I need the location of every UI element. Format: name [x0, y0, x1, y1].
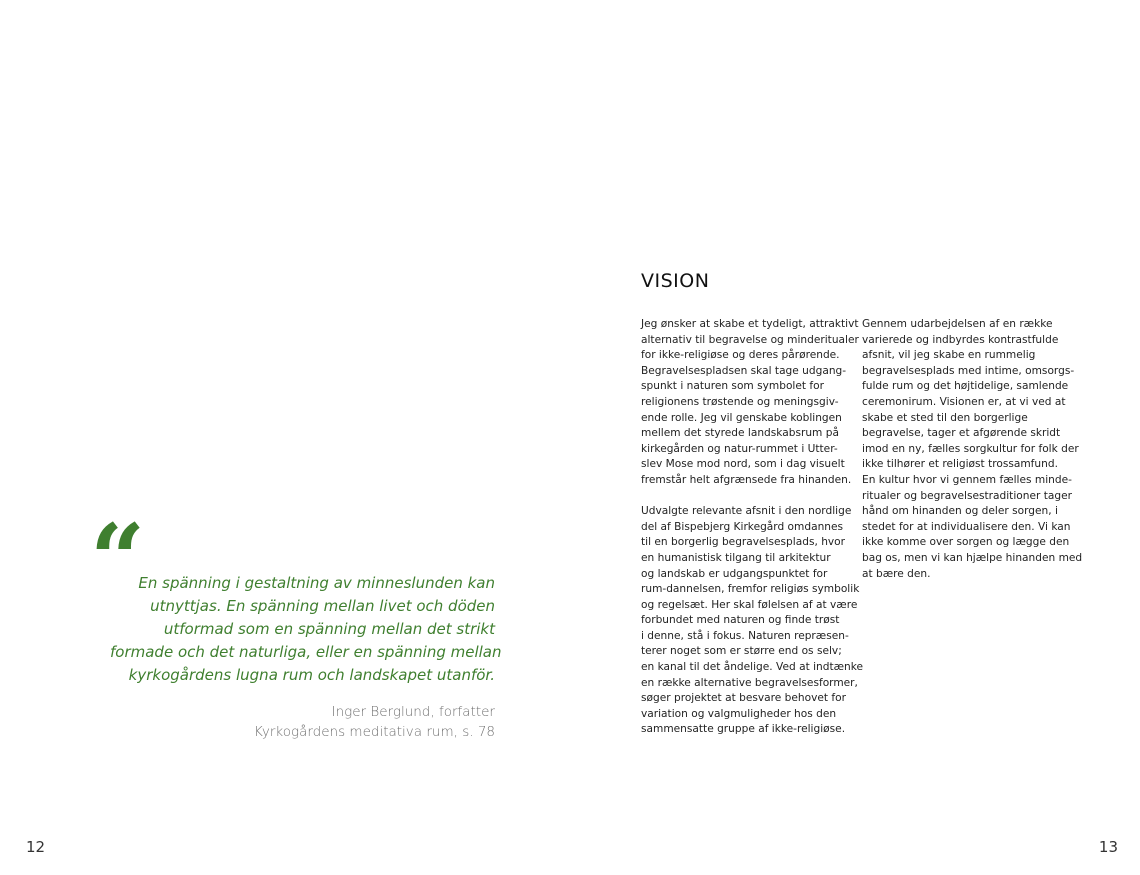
text-line: skabe et sted til den borgerlige [862, 411, 1028, 424]
text-line: Gennem udarbejdelsen af en række [862, 318, 1053, 330]
text-line: ende rolle. Jeg vil genskabe koblingen [641, 411, 842, 424]
quote-author: Inger Berglund, forfatter [331, 704, 495, 720]
text-line: en kanal til det åndelige. Ved at indtænke [641, 661, 864, 674]
text-column-2 [862, 317, 1083, 582]
text-line: spunkt i naturen som symbolet for [641, 380, 824, 393]
text-line: Udvalgte relevante afsnit i den nordlige [641, 505, 852, 518]
text-line: stedet for at individualisere den. Vi kan [862, 520, 1071, 533]
text-line: for ikke-religiøse og deres pårørende. [641, 349, 840, 362]
text-line: religionens trøstende og meningsgiv- [641, 395, 839, 408]
text-line: og landskab er udgangspunktet for [641, 567, 828, 580]
quote-line: formade och det naturliga, eller en spänning mellan [110, 643, 502, 661]
text-line: Jeg ønsker at skabe et tydeligt, attraktivt [641, 318, 859, 330]
paragraph [641, 504, 864, 738]
text-line: søger projektet at besvare behovet for [641, 692, 846, 705]
text-line: del af Bispebjerg Kirkegård omdannes [641, 520, 844, 533]
text-line: i denne, stå i fokus. Naturen repræsen- [641, 629, 849, 642]
text-line: afsnit, vil jeg skabe en rummelig [862, 349, 1036, 362]
quote-source: Kyrkogårdens meditativa rum, s. 78 [253, 724, 495, 740]
text-line: begravelsesplads med intime, omsorgs- [862, 364, 1075, 377]
quote-mark-icon: “ [90, 503, 142, 616]
quote-line: En spänning i gestaltning av minneslunden kan [138, 574, 495, 592]
text-line: rum-dannelsen, fremfor religiøs symbolik [641, 583, 860, 596]
text-line: en humanistisk tilgang til arkitektur [641, 551, 831, 564]
text-line: En kultur hvor vi gennem fælles minde- [862, 473, 1072, 486]
text-line: terer noget som er større end os selv; [641, 645, 842, 658]
right-page [570, 0, 1140, 875]
text-line: Begravelsespladsen skal tage udgang- [641, 364, 847, 377]
page-number-right: 13 [1098, 838, 1118, 856]
text-line: alternativ til begravelse og minderitualer [641, 333, 859, 346]
pull-quote [110, 572, 502, 687]
quote-attribution [150, 702, 495, 742]
quote-line: utnyttjas. En spänning mellan livet och döden [150, 597, 495, 615]
text-line: varierede og indbyrdes kontrastfulde [862, 333, 1059, 346]
text-line: fremstår helt afgrænsede fra hinanden. [641, 473, 852, 486]
quote-line: utformad som en spänning mellan det strikt [163, 620, 495, 638]
text-line: slev Mose mod nord, som i dag visuelt [641, 458, 845, 471]
paragraph [641, 317, 859, 489]
text-line: ritualer og begravelsestraditioner tager [862, 489, 1072, 502]
text-column-1 [641, 317, 864, 738]
text-line: ikke komme over sorgen og lægge den [862, 536, 1070, 549]
quote-line: kyrkogårdens lugna rum och landskapet utanför. [128, 666, 495, 684]
text-line: forbundet med naturen og finde trøst [641, 614, 840, 627]
text-line: variation og valgmuligheder hos den [641, 707, 837, 720]
text-line: mellem det styrede landskabsrum på [641, 427, 839, 440]
text-line: at bære den. [862, 567, 931, 580]
text-line: hånd om hinanden og deler sorgen, i [862, 505, 1058, 518]
text-line: sammensatte gruppe af ikke-religiøse. [641, 723, 846, 736]
text-line: bag os, men vi kan hjælpe hinanden med [862, 551, 1083, 564]
page-title: VISION [641, 270, 710, 292]
text-line: kirkegården og natur-rummet i Utter- [641, 442, 838, 455]
text-line: til en borgerlig begravelsesplads, hvor [641, 536, 846, 549]
text-line: en række alternative begravelsesformer, [641, 676, 858, 689]
text-line: og regelsæt. Her skal følelsen af at være [641, 598, 858, 611]
text-line: fulde rum og det højtidelige, samlende [862, 380, 1069, 393]
paragraph [862, 317, 1083, 582]
text-line: imod en ny, fælles sorgkultur for folk der [862, 442, 1079, 455]
text-line: ceremonirum. Visionen er, at vi ved at [862, 395, 1066, 408]
page-number-left: 12 [26, 838, 46, 856]
text-line: ikke tilhører et religiøst trossamfund. [862, 458, 1058, 471]
text-line: begravelse, tager et afgørende skridt [862, 427, 1061, 440]
